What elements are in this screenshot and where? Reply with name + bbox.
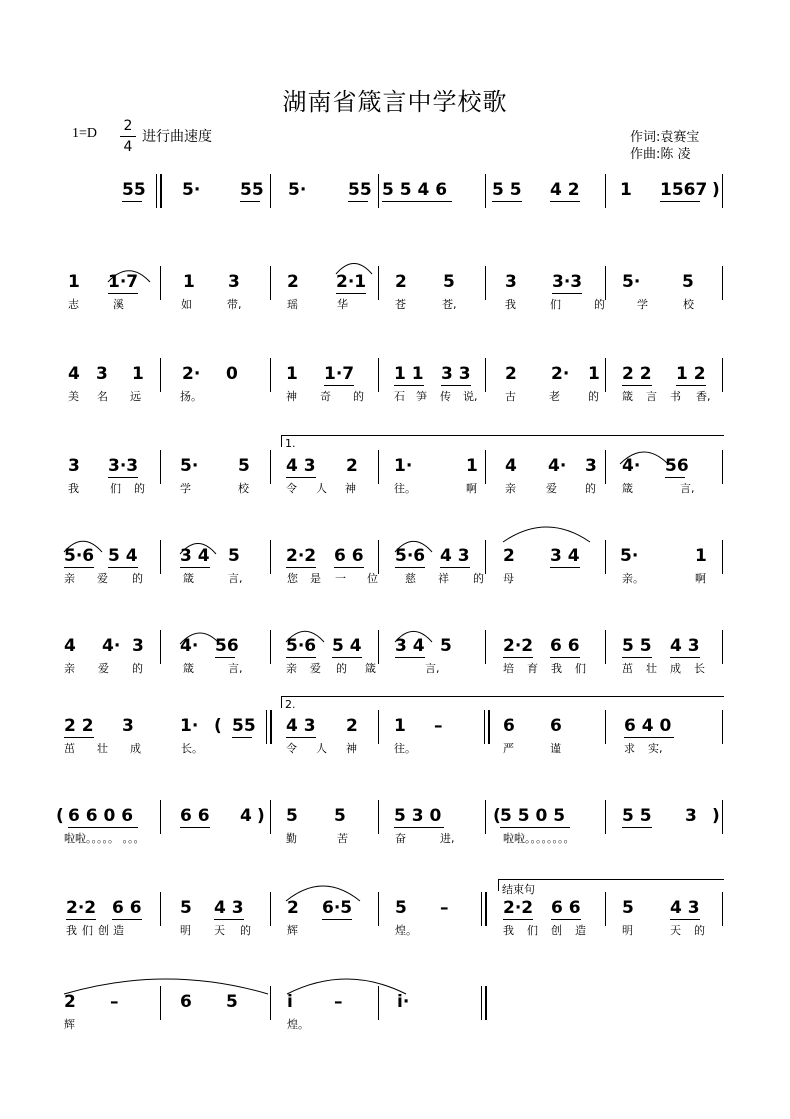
note: 4·	[102, 636, 121, 656]
note: 5	[226, 992, 238, 1012]
note: 55	[348, 180, 372, 200]
note: 1567	[660, 180, 708, 200]
slur	[620, 452, 668, 464]
note: 3 4	[180, 546, 210, 566]
lyric-syllable: 们	[550, 298, 561, 311]
note: 5	[286, 806, 298, 826]
lyric-syllable: 们	[575, 662, 586, 675]
lyric-syllable: 古	[505, 390, 516, 403]
lyric-syllable: 您	[287, 572, 298, 585]
note: 3	[228, 272, 240, 292]
note: 5 4	[108, 546, 138, 566]
lyric-syllable: 远	[130, 390, 141, 403]
lyric-syllable: 老	[549, 390, 560, 403]
note: 2·2	[66, 898, 97, 918]
lyric-syllable: 我	[551, 662, 562, 675]
lyric-syllable: 煌。	[287, 1018, 309, 1031]
lyric-syllable: 奇	[320, 390, 331, 403]
lyric-syllable: 学	[180, 482, 191, 495]
lyric-syllable: 苍,	[442, 298, 457, 311]
note: 2	[346, 456, 358, 476]
lyric-syllable: 如	[181, 298, 192, 311]
lyric-syllable: 壮	[97, 742, 108, 755]
lyric-syllable: 育	[527, 662, 538, 675]
note: 6·5	[322, 898, 353, 918]
note: 4 3	[286, 456, 316, 476]
lyric-syllable: 带,	[227, 298, 242, 311]
note: i·	[397, 992, 410, 1012]
note: 4·	[548, 456, 567, 476]
note: 4	[64, 636, 76, 656]
note: )	[257, 806, 265, 826]
note: 2	[505, 364, 517, 384]
lyric-syllable: 学	[637, 298, 648, 311]
lyric-syllable: 瑶	[287, 298, 298, 311]
note: 2	[287, 272, 299, 292]
slur	[180, 544, 216, 555]
slur	[336, 264, 372, 275]
lyric-syllable: 的	[588, 390, 599, 403]
note: 6 6	[550, 636, 580, 656]
note: 4·	[622, 456, 641, 476]
lyric-syllable: 溪	[113, 298, 124, 311]
lyric-syllable: 笋	[416, 390, 427, 403]
lyric-syllable: 明	[180, 924, 191, 937]
note: 5	[395, 898, 407, 918]
lyric-syllable: 人	[316, 482, 327, 495]
lyric-syllable: 的	[694, 924, 705, 937]
note: 4	[505, 456, 517, 476]
lyric-syllable: 爱	[98, 662, 109, 675]
note: –	[110, 992, 119, 1012]
lyric-syllable: 们	[82, 924, 93, 937]
note: 4 3	[670, 898, 700, 918]
note: 5 5	[622, 636, 652, 656]
lyric-syllable: 壮	[646, 662, 657, 675]
note: 5	[228, 546, 240, 566]
lyric-syllable: 校	[683, 298, 694, 311]
note: 4 3	[670, 636, 700, 656]
note: 4	[240, 806, 252, 826]
lyric-syllable: 长	[694, 662, 705, 675]
lyric-syllable: 茁	[622, 662, 633, 675]
key-signature: 1=D	[72, 126, 98, 141]
note: (	[214, 716, 222, 736]
note: 6 6	[334, 546, 364, 566]
lyric-syllable: 箴	[622, 390, 633, 403]
note: 55	[122, 180, 146, 200]
note: 1·7	[324, 364, 355, 384]
lyric-syllable: 培	[503, 662, 514, 675]
note: 56	[215, 636, 239, 656]
lyric-syllable: 奋	[395, 832, 406, 845]
lyric-syllable: 箴	[183, 662, 194, 675]
slur	[287, 979, 406, 994]
note: 1·	[180, 716, 199, 736]
note: 5·	[622, 272, 641, 292]
slur	[395, 631, 432, 642]
lyric-syllable: 爱	[546, 482, 557, 495]
lyric-syllable: 言,	[228, 572, 243, 585]
lyric-syllable: 苦	[337, 832, 348, 845]
composer-credit: 作曲:陈 凌	[630, 147, 691, 162]
note: 5·6	[286, 636, 317, 656]
note: 4 3	[440, 546, 470, 566]
note: 5 5 4 6	[382, 180, 448, 200]
lyric-syllable: 校	[238, 482, 249, 495]
lyric-syllable: 茁	[64, 742, 75, 755]
lyric-syllable: 慈	[405, 572, 416, 585]
note: 1	[183, 272, 195, 292]
tempo-marking: 进行曲速度	[142, 129, 212, 145]
note: 2·2	[286, 546, 317, 566]
note: 2	[395, 272, 407, 292]
lyric-syllable: 啊	[695, 572, 706, 585]
note: 6	[550, 716, 562, 736]
note: 2 2	[64, 716, 94, 736]
lyric-syllable: 神	[346, 742, 357, 755]
note: 5 4	[332, 636, 362, 656]
lyric-syllable: 苍	[395, 298, 406, 311]
note: –	[434, 716, 443, 736]
lyric-syllable: 谨	[550, 742, 561, 755]
note: 5 5	[622, 806, 652, 826]
lyric-syllable: 爱	[97, 572, 108, 585]
lyric-syllable: 言,	[425, 662, 440, 675]
note: 5 3 0	[394, 806, 442, 826]
ending-label: 结束句	[502, 883, 535, 896]
lyric-syllable: 的	[353, 390, 364, 403]
note: 1	[394, 716, 406, 736]
lyric-syllable: 箴	[183, 572, 194, 585]
lyric-syllable: 们	[527, 924, 538, 937]
lyric-syllable: 名	[97, 390, 108, 403]
lyric-syllable: 华	[337, 298, 348, 311]
lyric-syllable: 香,	[696, 390, 711, 403]
lyric-syllable: 令	[286, 742, 297, 755]
note: 5	[238, 456, 250, 476]
note: 3	[122, 716, 134, 736]
lyric-syllable: 亲	[64, 662, 75, 675]
note: 1	[695, 546, 707, 566]
note: )	[712, 806, 720, 826]
lyric-syllable: 神	[286, 390, 297, 403]
lyric-syllable: 言,	[680, 482, 695, 495]
note: 5·	[288, 180, 307, 200]
note: 1 1	[394, 364, 424, 384]
lyricist-credit: 作词:袁赛宝	[630, 130, 700, 145]
lyric-syllable: 一	[335, 572, 346, 585]
lyric-syllable: 我	[503, 924, 514, 937]
note: 1	[588, 364, 600, 384]
lyric-syllable: 明	[622, 924, 633, 937]
note: 3	[132, 636, 144, 656]
lyric-syllable: 造	[113, 924, 124, 937]
note: 3	[585, 456, 597, 476]
lyric-syllable: 成	[130, 742, 141, 755]
lyric-syllable: 我	[66, 924, 77, 937]
lyric-syllable: 亲	[286, 662, 297, 675]
note: 6 6	[180, 806, 210, 826]
lyric-syllable: 人	[316, 742, 327, 755]
note: 4 3	[286, 716, 316, 736]
lyric-syllable: 的	[336, 662, 347, 675]
lyric-syllable: 的	[594, 298, 605, 311]
note: 2	[346, 716, 358, 736]
lyric-syllable: 往。	[394, 742, 416, 755]
note: 2 2	[622, 364, 652, 384]
slur	[503, 527, 590, 542]
lyric-syllable: 美	[68, 390, 79, 403]
lyric-syllable: 箴	[622, 482, 633, 495]
note: 4 2	[550, 180, 580, 200]
lyric-syllable: 我	[505, 298, 516, 311]
note: i	[287, 992, 293, 1012]
note: 1·	[394, 456, 413, 476]
volta-2-label: 2.	[285, 698, 296, 711]
note: 3 3	[441, 364, 471, 384]
note: 5	[334, 806, 346, 826]
note: 56	[665, 456, 689, 476]
lyric-syllable: 石	[394, 390, 405, 403]
lyric-syllable: 造	[575, 924, 586, 937]
slur	[395, 541, 432, 552]
note: 6 4 0	[624, 716, 672, 736]
lyric-syllable: 的	[132, 572, 143, 585]
note: 6 6	[551, 898, 581, 918]
lyric-syllable: 母	[503, 572, 514, 585]
lyric-syllable: 扬。	[180, 390, 202, 403]
lyric-syllable: 辉	[64, 1018, 75, 1031]
note: 3·3	[108, 456, 139, 476]
note: 4	[68, 364, 80, 384]
lyric-syllable: 言,	[228, 662, 243, 675]
note: 1	[620, 180, 632, 200]
lyric-syllable: 说,	[463, 390, 478, 403]
note: 55	[240, 180, 264, 200]
lyric-syllable: 亲	[64, 572, 75, 585]
note: 5	[180, 898, 192, 918]
lyric-syllable: 辉	[287, 924, 298, 937]
lyric-syllable: 啦啦。。。。。 。。。	[64, 832, 145, 845]
note: 1	[132, 364, 144, 384]
song-title: 湖南省箴言中学校歌	[282, 88, 508, 116]
lyric-syllable: 的	[585, 482, 596, 495]
note: 5·	[180, 456, 199, 476]
note: )	[712, 180, 720, 200]
lyric-syllable: 言	[646, 390, 657, 403]
note: 3	[685, 806, 697, 826]
note: (	[56, 806, 64, 826]
lyric-syllable: 的	[473, 572, 484, 585]
lyric-syllable: 创	[98, 924, 109, 937]
lyric-syllable: 的	[132, 662, 143, 675]
slur	[286, 886, 360, 901]
note: 6 6	[112, 898, 142, 918]
lyric-syllable: 勤	[286, 832, 297, 845]
volta-1-label: 1.	[285, 437, 296, 450]
lyric-syllable: 箴	[365, 662, 376, 675]
lyric-syllable: 的	[134, 482, 145, 495]
note: –	[440, 898, 449, 918]
note: 5	[622, 898, 634, 918]
lyric-syllable: 位	[367, 572, 378, 585]
note: 6	[180, 992, 192, 1012]
note: 2·2	[503, 636, 534, 656]
lyric-syllable: 书	[670, 390, 681, 403]
lyric-syllable: 长。	[181, 742, 203, 755]
note: 3·3	[552, 272, 583, 292]
lyric-syllable: 是	[310, 572, 321, 585]
slur	[64, 541, 102, 552]
lyric-syllable: 神	[345, 482, 356, 495]
lyric-syllable: 的	[240, 924, 251, 937]
note: (	[493, 806, 501, 826]
time-bottom: 4	[120, 136, 136, 157]
lyric-syllable: 我	[68, 482, 79, 495]
lyric-syllable: 亲。	[622, 572, 644, 585]
lyric-syllable: 煌。	[395, 924, 417, 937]
lyric-syllable: 令	[286, 482, 297, 495]
lyric-syllable: 往。	[394, 482, 416, 495]
note: 1	[286, 364, 298, 384]
note: 4 3	[214, 898, 244, 918]
note: 5·6	[395, 546, 426, 566]
lyric-syllable: 爱	[310, 662, 321, 675]
note: 5·	[182, 180, 201, 200]
slur	[108, 271, 150, 282]
lyric-syllable: 们	[110, 482, 121, 495]
note: 5	[440, 636, 452, 656]
note: –	[334, 992, 343, 1012]
lyric-syllable: 传	[440, 390, 451, 403]
note: 5	[443, 272, 455, 292]
note: 3 4	[395, 636, 425, 656]
note: 2	[287, 898, 299, 918]
note: 6	[503, 716, 515, 736]
lyric-syllable: 啦啦。。。。。。。。	[503, 832, 575, 845]
note: 3	[96, 364, 108, 384]
note: 1 2	[676, 364, 706, 384]
note: 5·	[620, 546, 639, 566]
note: 4·	[180, 636, 199, 656]
lyric-syllable: 天	[670, 924, 681, 937]
note: 1·7	[108, 272, 139, 292]
note: 5·6	[64, 546, 95, 566]
note: 1	[68, 272, 80, 292]
lyric-syllable: 志	[68, 298, 79, 311]
slur	[64, 979, 268, 994]
lyric-syllable: 成	[670, 662, 681, 675]
lyric-syllable: 亲	[505, 482, 516, 495]
lyric-syllable: 啊	[466, 482, 477, 495]
note: 3 4	[550, 546, 580, 566]
note: 2·2	[503, 898, 534, 918]
note: 5 5 0 5	[500, 806, 566, 826]
time-top: 2	[123, 118, 133, 134]
note: 5	[682, 272, 694, 292]
slur	[286, 631, 324, 642]
note: 5 5	[492, 180, 522, 200]
lyric-syllable: 实,	[648, 742, 663, 755]
note: 1	[466, 456, 478, 476]
lyric-syllable: 进,	[440, 832, 455, 845]
lyric-syllable: 天	[214, 924, 225, 937]
note: 2·	[182, 364, 201, 384]
slur	[180, 633, 220, 644]
note: 2·1	[336, 272, 367, 292]
lyric-syllable: 创	[551, 924, 562, 937]
lyric-syllable: 严	[503, 742, 514, 755]
note: 6 6 0 6	[68, 806, 134, 826]
note: 2	[503, 546, 515, 566]
lyric-syllable: 求	[624, 742, 635, 755]
note: 2	[64, 992, 76, 1012]
note: 2·	[551, 364, 570, 384]
lyric-syllable: 祥	[438, 572, 449, 585]
note: 0	[226, 364, 238, 384]
note: 55	[232, 716, 256, 736]
note: 3	[68, 456, 80, 476]
note: 3	[505, 272, 517, 292]
